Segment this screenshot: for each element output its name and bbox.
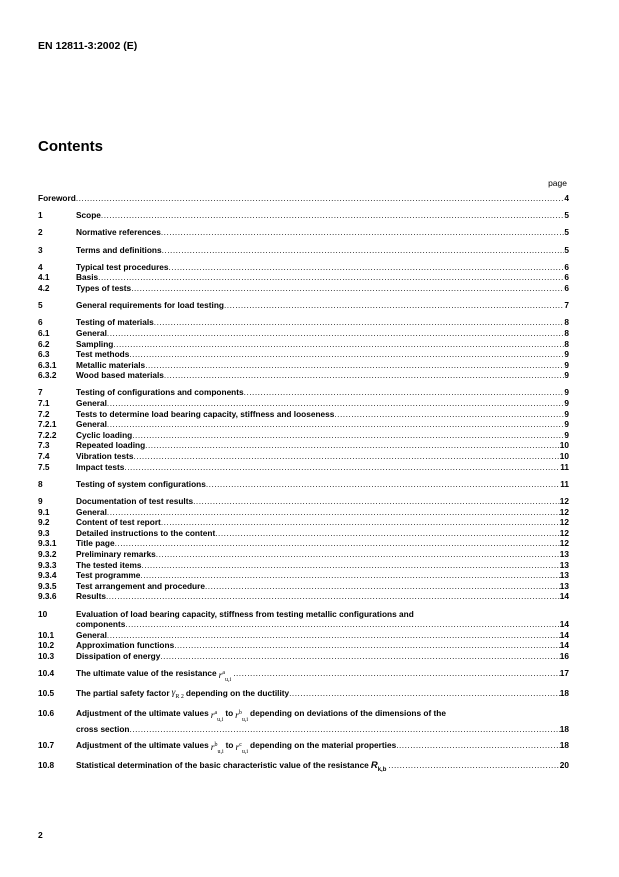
toc-page-number: 9 xyxy=(564,398,569,409)
toc-entry-number: 5 xyxy=(38,300,43,311)
toc-entry[interactable] xyxy=(38,317,569,328)
toc-entry[interactable] xyxy=(38,581,569,592)
toc-entry-label: Title page xyxy=(76,538,115,549)
toc-entry-label: Typical test procedures xyxy=(76,261,169,272)
toc-page-number: 13 xyxy=(559,580,569,591)
toc-entry-label: depending on the ductility xyxy=(185,687,290,698)
toc-entry[interactable] xyxy=(38,419,569,430)
toc-leader-dots xyxy=(244,387,565,398)
toc-leader-dots xyxy=(124,462,560,473)
math-symbol: $r^b_{u,i}$ xyxy=(210,742,224,755)
toc-entry[interactable] xyxy=(38,349,569,360)
toc-entry-label: The partial safety factor xyxy=(76,687,170,698)
toc-page-number: 10 xyxy=(559,440,569,451)
toc-entry-label: Impact tests xyxy=(76,461,125,472)
toc-page-number: 12 xyxy=(559,496,569,506)
toc-page-number: 9 xyxy=(564,359,569,370)
toc-leader-dots xyxy=(334,409,564,420)
toc-leader-dots xyxy=(174,640,560,651)
toc-page-number: 18 xyxy=(559,740,569,751)
toc-entry-label: General xyxy=(76,398,107,409)
toc-leader-dots xyxy=(107,328,564,339)
toc-entry-label: Wood based materials xyxy=(76,370,164,381)
toc-entry[interactable] xyxy=(38,283,569,294)
toc-page-number: 12 xyxy=(559,506,569,517)
toc-entry[interactable] xyxy=(38,549,569,560)
toc-entry[interactable] xyxy=(38,528,569,539)
toc-page-number: 18 xyxy=(559,687,569,698)
toc-entry-label: Foreword xyxy=(38,193,76,203)
toc-section-list xyxy=(38,193,569,602)
page-column-label: page xyxy=(548,178,567,188)
toc-page-number: 9 xyxy=(564,408,569,419)
toc-entry-10-7[interactable] xyxy=(38,737,569,754)
toc-entry[interactable] xyxy=(38,560,569,571)
toc-entry-number: 3 xyxy=(38,244,43,255)
toc-entry-label: Sampling xyxy=(76,338,114,349)
toc-entry-label: Dissipation of energy xyxy=(76,650,161,661)
toc-entry-label: General xyxy=(76,419,107,430)
toc-page-number: 5 xyxy=(564,244,569,255)
toc-entry-number: 9.3.4 xyxy=(38,570,57,581)
toc-page-number: 8 xyxy=(564,317,569,328)
toc-entry-number: 7.1 xyxy=(38,398,50,409)
toc-page-number: 11 xyxy=(560,478,569,489)
toc-entry-label: The ultimate value of the resistance xyxy=(76,667,217,678)
toc-page-number: 11 xyxy=(560,461,569,472)
toc-page-number: 5 xyxy=(564,210,569,221)
toc-entry-label: General xyxy=(76,506,107,517)
toc-entry-number: 7.2.1 xyxy=(38,419,57,430)
toc-page-number: 6 xyxy=(564,272,569,283)
math-symbol: $\gamma_{R 2}$ xyxy=(171,687,184,700)
toc-entry-label: Metallic materials xyxy=(76,359,146,370)
math-symbol: $r^a_{u,i}$ xyxy=(210,709,224,722)
toc-page-number: 8 xyxy=(564,327,569,338)
toc-entry-label: to xyxy=(225,707,234,718)
toc-leader-dots xyxy=(396,737,560,754)
toc-entry[interactable] xyxy=(38,370,569,381)
toc-entry[interactable] xyxy=(38,570,569,581)
toc-page-number: 16 xyxy=(559,650,569,661)
toc-entry-number: 10.8 xyxy=(38,760,55,771)
toc-entry-number: 9.3.2 xyxy=(38,548,57,559)
toc-page-number: 12 xyxy=(559,538,569,549)
toc-leader-dots xyxy=(107,630,560,641)
toc-page-number: 13 xyxy=(559,548,569,559)
toc-entry-label: Content of test report xyxy=(76,517,161,528)
toc-entry-label: Documentation of test results xyxy=(76,496,194,506)
toc-entry-label: Vibration tests xyxy=(76,451,134,462)
toc-entry-label: Adjustment of the ultimate values xyxy=(76,707,209,718)
math-symbol: $r^c_{u,i}$ xyxy=(235,742,249,755)
toc-entry-number: 9 xyxy=(38,496,43,506)
toc-page-number: 14 xyxy=(559,591,569,602)
toc-leader-dots xyxy=(98,272,564,283)
toc-entry[interactable] xyxy=(38,538,569,549)
toc-entry[interactable] xyxy=(38,462,569,473)
toc-entry-number: 6.3 xyxy=(38,349,50,360)
toc-entry-number: 10.2 xyxy=(38,640,55,651)
toc-entry-label: General xyxy=(76,327,107,338)
toc-entry-number: 9.3.1 xyxy=(38,538,57,549)
toc-entry-label-cont: components xyxy=(76,619,126,630)
toc-page-number: 12 xyxy=(559,517,569,528)
toc-leader-dots xyxy=(130,724,560,735)
toc-entry-number: 10.4 xyxy=(38,667,55,678)
toc-leader-dots xyxy=(160,651,559,662)
toc-entry-label: Testing of materials xyxy=(76,317,154,328)
toc-entry-label: The tested items xyxy=(76,559,142,570)
toc-entry[interactable] xyxy=(38,496,569,507)
toc-page-number: 6 xyxy=(564,261,569,272)
toc-page-number: 9 xyxy=(564,419,569,430)
toc-entry-label: General requirements for load testing xyxy=(76,300,224,311)
toc-entry-label: Cyclic loading xyxy=(76,429,133,440)
toc-page-number: 12 xyxy=(559,527,569,538)
toc-entry-number: 7 xyxy=(38,387,43,398)
toc-entry-label: Adjustment of the ultimate values xyxy=(76,740,209,751)
toc-entry[interactable] xyxy=(38,262,569,273)
toc-page-number: 14 xyxy=(559,629,569,640)
toc-leader-dots xyxy=(131,283,564,294)
toc-entry-label: depending on deviations of the dimensions of the xyxy=(250,707,446,718)
page-title: Contents xyxy=(38,138,103,155)
toc-page-number: 6 xyxy=(564,282,569,293)
toc-leader-dots xyxy=(161,227,565,238)
toc-entry-number: 9.1 xyxy=(38,506,50,517)
toc-entry[interactable] xyxy=(38,630,569,641)
toc-entry-number: 6.3.2 xyxy=(38,370,57,381)
toc-page-number: 10 xyxy=(559,451,569,462)
toc-page-number: 7 xyxy=(564,300,569,311)
toc-entry-number: 7.3 xyxy=(38,440,50,451)
toc-entry-number: 9.3 xyxy=(38,527,50,538)
math-symbol: $r^b_{u,i}$ xyxy=(235,709,249,722)
toc-leader-dots xyxy=(76,193,565,204)
toc-leader-dots xyxy=(224,300,564,311)
toc-page-number: 4 xyxy=(564,193,569,203)
math-symbol: $R_{k,b}$ xyxy=(370,760,387,773)
toc-page-number: 13 xyxy=(559,559,569,570)
toc-leader-dots xyxy=(129,349,564,360)
toc-entry-10-8[interactable] xyxy=(38,757,569,774)
toc-entry-10[interactable] xyxy=(38,609,569,630)
toc-entry[interactable] xyxy=(38,640,569,651)
toc-leader-dots xyxy=(206,479,560,490)
toc-entry-label: Terms and definitions xyxy=(76,244,162,255)
toc-entry[interactable] xyxy=(38,328,569,339)
toc-leader-dots xyxy=(125,619,559,630)
toc-entry-label: Normative references xyxy=(76,227,161,238)
toc-entry-label: Tests to determine load bearing capacity, stiffness and looseness xyxy=(76,408,335,419)
toc-leader-dots xyxy=(107,507,560,518)
toc-entry-label: Evaluation of load bearing capacity, stiffness from testing metallic configurations and xyxy=(76,608,414,619)
toc-entry[interactable] xyxy=(38,227,569,238)
toc-entry[interactable] xyxy=(38,360,569,371)
toc-page-number: 20 xyxy=(559,760,569,771)
toc-entry[interactable] xyxy=(38,409,569,420)
toc-leader-dots xyxy=(107,419,564,430)
toc-entry-number: 6.1 xyxy=(38,327,50,338)
toc-entry[interactable] xyxy=(38,507,569,518)
toc-entry-number: 7.2 xyxy=(38,408,50,419)
toc-leader-dots xyxy=(106,591,560,602)
document-id: EN 12811-3:2002 (E) xyxy=(38,40,138,52)
toc-entry-label: Scope xyxy=(76,210,101,221)
toc-entry-label: Preliminary remarks xyxy=(76,548,156,559)
toc-entry-number: 10.1 xyxy=(38,629,55,640)
toc-leader-dots xyxy=(115,538,560,549)
toc-entry-label: Repeated loading xyxy=(76,440,146,451)
toc-entry[interactable] xyxy=(38,430,569,441)
toc-entry-label: to xyxy=(225,740,234,751)
toc-leader-dots xyxy=(107,398,564,409)
toc-entry-label: Test programme xyxy=(76,570,141,581)
toc-entry[interactable] xyxy=(38,479,569,490)
toc-entry-number: 10.6 xyxy=(38,707,55,718)
toc-entry-label: Test arrangement and procedure xyxy=(76,580,205,591)
toc-entry[interactable] xyxy=(38,272,569,283)
toc-leader-dots xyxy=(141,560,559,571)
toc-page-number: 14 xyxy=(559,619,569,630)
toc-entry-number: 10.7 xyxy=(38,740,55,751)
toc-leader-dots xyxy=(154,317,565,328)
table-of-contents xyxy=(38,193,569,774)
toc-leader-dots xyxy=(133,451,559,462)
toc-entry-10-5[interactable] xyxy=(38,685,569,702)
toc-entry-label: Statistical determination of the basic characteristic value of the resistance xyxy=(76,760,369,771)
toc-entry-10-4[interactable] xyxy=(38,665,569,682)
toc-leader-dots xyxy=(164,370,564,381)
toc-leader-dots xyxy=(233,665,560,682)
toc-entry-label: Results xyxy=(76,591,106,602)
toc-subsection-list xyxy=(38,630,569,662)
toc-leader-dots xyxy=(156,549,560,560)
toc-entry[interactable] xyxy=(38,398,569,409)
toc-page-number: 9 xyxy=(564,429,569,440)
toc-entry-number: 2 xyxy=(38,227,43,238)
toc-entry-label: depending on the material properties xyxy=(250,740,397,751)
toc-page-number: 13 xyxy=(559,570,569,581)
toc-leader-dots xyxy=(193,496,560,507)
toc-leader-dots xyxy=(113,339,564,350)
toc-page-number: 9 xyxy=(564,349,569,360)
toc-page-number: 17 xyxy=(559,667,569,678)
toc-entry-number: 9.3.5 xyxy=(38,580,57,591)
math-symbol: $r^a_{u,i}$ xyxy=(218,669,232,682)
toc-entry-label: Testing of system configurations xyxy=(76,478,206,489)
footer-page-number: 2 xyxy=(38,830,43,840)
toc-entry-number: 10.3 xyxy=(38,650,55,661)
toc-page-number: 14 xyxy=(559,640,569,651)
toc-entry-label: Basis xyxy=(76,272,99,283)
toc-leader-dots xyxy=(132,430,564,441)
toc-entry-number: 6.3.1 xyxy=(38,359,57,370)
toc-leader-dots xyxy=(289,685,560,702)
toc-entry-number: 9.3.6 xyxy=(38,591,57,602)
toc-leader-dots xyxy=(145,440,560,451)
toc-leader-dots xyxy=(145,360,564,371)
toc-entry[interactable] xyxy=(38,387,569,398)
toc-entry[interactable] xyxy=(38,651,569,662)
toc-entry-number: 8 xyxy=(38,478,43,489)
toc-leader-dots xyxy=(140,570,559,581)
toc-entry-label: Types of tests xyxy=(76,282,132,293)
toc-entry-number: 1 xyxy=(38,210,43,221)
toc-entry[interactable] xyxy=(38,210,569,221)
toc-entry[interactable] xyxy=(38,440,569,451)
toc-leader-dots xyxy=(101,210,564,221)
toc-page-number: 18 xyxy=(559,723,569,734)
toc-entry-label: General xyxy=(76,629,107,640)
toc-entry-10-6[interactable] xyxy=(38,705,569,735)
toc-entry-label: Approximation functions xyxy=(76,640,175,651)
toc-entry-number: 10.5 xyxy=(38,687,55,698)
toc-entry-number: 6 xyxy=(38,317,43,328)
toc-leader-dots xyxy=(162,245,565,256)
toc-page-number: 5 xyxy=(564,227,569,238)
toc-page-number: 9 xyxy=(564,370,569,381)
toc-entry-number: 6.2 xyxy=(38,338,50,349)
toc-entry[interactable] xyxy=(38,339,569,350)
toc-leader-dots xyxy=(388,757,559,774)
toc-entry-number: 9.2 xyxy=(38,517,50,528)
toc-entry-number: 7.5 xyxy=(38,461,50,472)
toc-entry-label: Test methods xyxy=(76,349,130,360)
toc-entry-number: 4 xyxy=(38,261,43,272)
toc-entry-number: 4.1 xyxy=(38,272,50,283)
toc-entry-number: 7.4 xyxy=(38,451,50,462)
toc-entry[interactable] xyxy=(38,245,569,256)
toc-entry[interactable] xyxy=(38,193,569,204)
toc-leader-dots xyxy=(169,262,565,273)
toc-entry[interactable] xyxy=(38,451,569,462)
toc-entry-number: 7.2.2 xyxy=(38,429,57,440)
toc-entry-number: 10 xyxy=(38,608,48,619)
toc-entry-number: 4.2 xyxy=(38,282,50,293)
toc-entry[interactable] xyxy=(38,517,569,528)
toc-entry[interactable] xyxy=(38,591,569,602)
toc-entry-label-cont: cross section xyxy=(76,723,130,734)
toc-page-number: 8 xyxy=(564,338,569,349)
toc-entry[interactable] xyxy=(38,300,569,311)
toc-leader-dots xyxy=(215,528,560,539)
toc-entry-label: Detailed instructions to the content xyxy=(76,527,216,538)
toc-entry-label: Testing of configurations and components xyxy=(76,387,244,398)
toc-page-number: 9 xyxy=(564,387,569,398)
toc-entry-number: 9.3.3 xyxy=(38,559,57,570)
toc-leader-dots xyxy=(161,517,560,528)
toc-leader-dots xyxy=(205,581,560,592)
